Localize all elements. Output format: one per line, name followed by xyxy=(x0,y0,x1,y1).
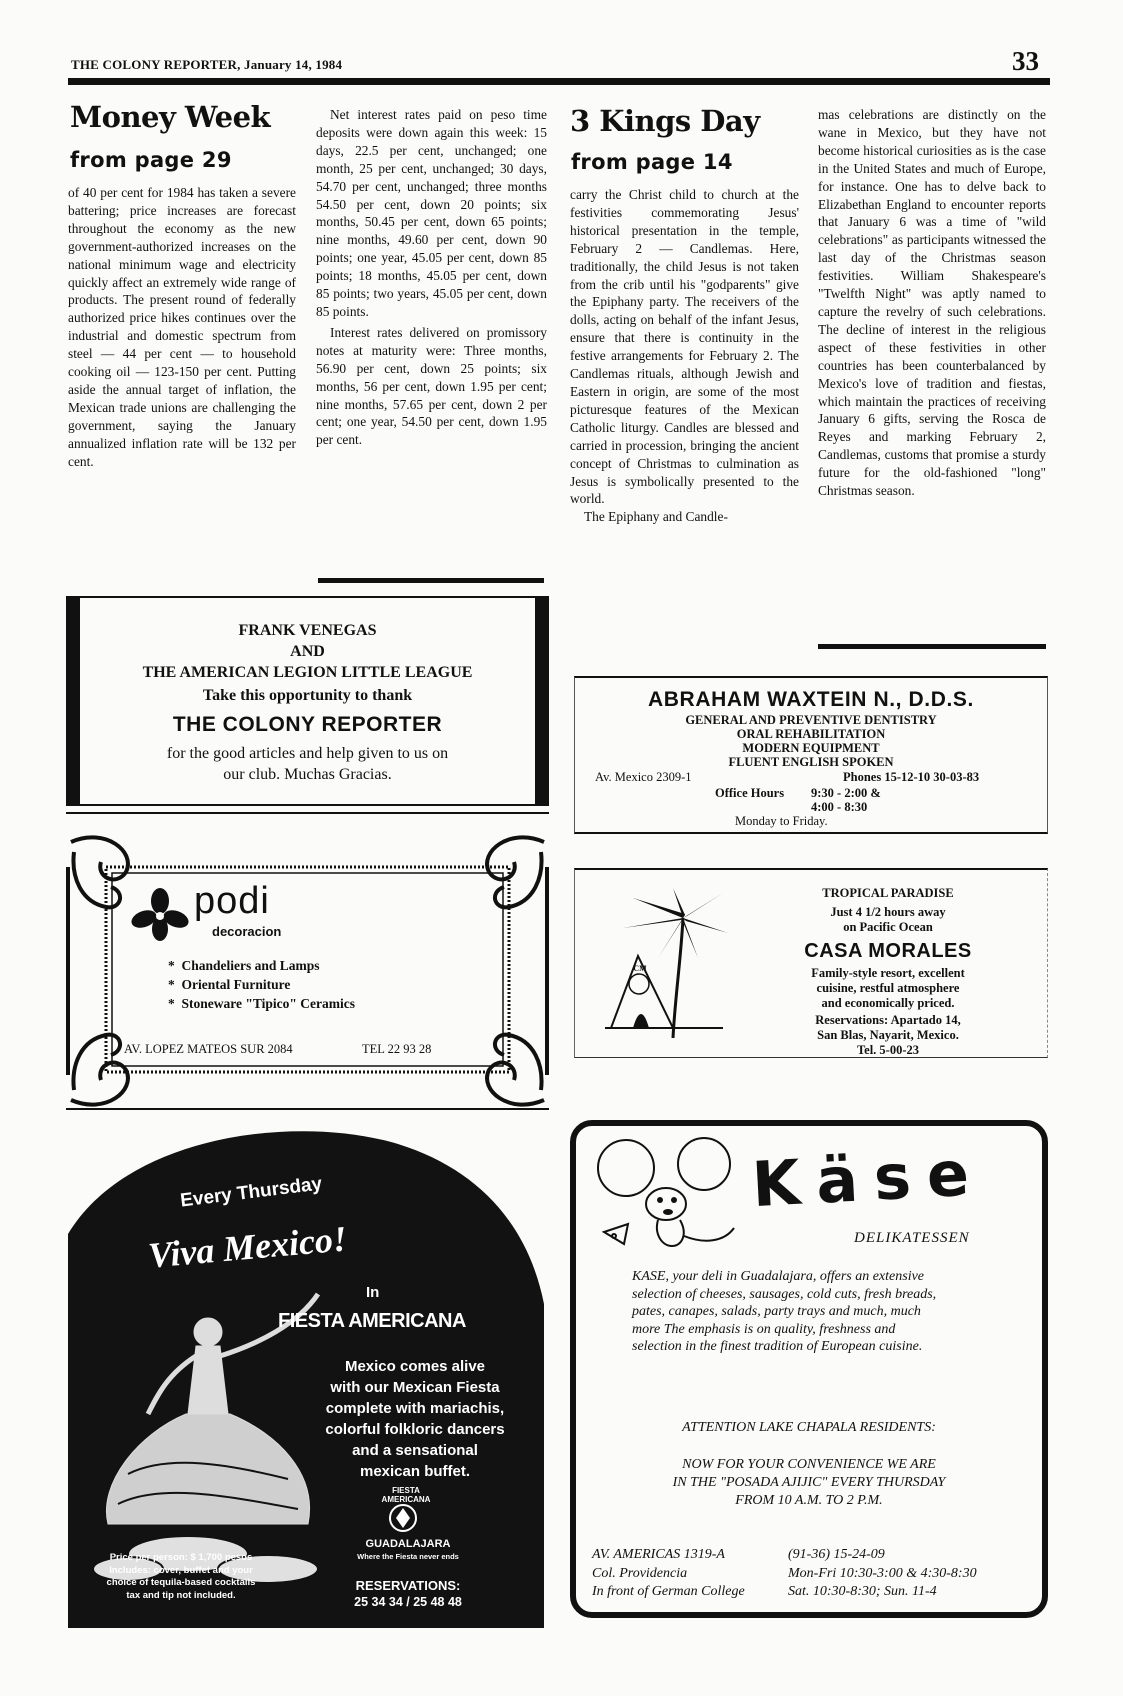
column-rule xyxy=(818,644,1046,649)
list-item: * Oriental Furniture xyxy=(168,977,291,992)
contact-line: Sat. 10:30-8:30; Sun. 11-4 xyxy=(788,1584,937,1599)
money-week-column-1 xyxy=(68,184,296,471)
ad-line: FRANK VENEGAS xyxy=(238,622,377,639)
podi-address: AV. LOPEZ MATEOS SUR 2084 xyxy=(124,1042,293,1056)
ad-line: for the good articles and help given to us on xyxy=(166,745,449,762)
paragraph: Interest rates delivered on promissory notes at maturity were: Three months, 56.90 per cent, down 25 points; six months, 56 per cent, down 1.95 per cent; nine months, 57.65 per cent, down 2 per cent; one year, 54.50 per cent, down 1.95 per cent. xyxy=(316,324,547,448)
casa-morales-name: CASA MORALES xyxy=(804,940,972,962)
conv-line: FROM 10 A.M. TO 2 P.M. xyxy=(735,1493,883,1508)
ad-line: cuisine, restful atmosphere xyxy=(816,981,960,995)
ad-line: our club. Muchas Gracias. xyxy=(223,766,392,783)
office-hours-2: 4:00 - 8:30 xyxy=(811,800,868,814)
office-days: Monday to Friday. xyxy=(735,814,828,828)
waxtein-ad xyxy=(574,676,1048,834)
ad-line: AND xyxy=(290,643,325,660)
list-item: * Stoneware "Tipico" Ceramics xyxy=(168,996,355,1011)
casa-logo-letters: CM xyxy=(633,964,647,973)
conv-line: IN THE "POSADA AJIJIC" EVERY THURSDAY xyxy=(672,1475,946,1490)
fiesta-logo-text: FIESTA AMERICANA xyxy=(381,1486,431,1504)
venegas-ad xyxy=(66,596,549,806)
fiesta-logo-tag: Where the Fiesta never ends xyxy=(357,1552,459,1561)
price-line: Price per person: $ 1,700 pesos xyxy=(109,1552,253,1563)
money-week-column-2 xyxy=(316,106,547,449)
reservations-phones: 25 34 34 / 25 48 48 xyxy=(354,1595,462,1609)
money-week-subhead: from page 29 xyxy=(70,148,232,172)
paragraph: carry the Christ child to church at the festivities commemorating Jesus' historical presentation in the temple, February 2 — Candlemas. Here, traditionally, the child Jesus is not taken from the crib until his "godparents" give the Epiphany party. The receivers of the dolls, acting on behalf of the infant Jesus, ensure that there is continuity in the festive arrangements for February 2. The Candlemas rituals, although Jewish and Eastern in origin, are some of the most picturesque features of the Mexican Catholic liturgy. Candles are blessed and carried in procession, bringing the ancient concept of Christmas to culmination as Jesus is symbolically presented to the world. xyxy=(570,187,799,507)
copy-line: colorful folkloric dancers xyxy=(325,1421,505,1438)
fiesta-logo-city: GUADALAJARA xyxy=(365,1538,451,1550)
kings-day-subhead: from page 14 xyxy=(571,150,733,174)
conv-line: NOW FOR YOUR CONVENIENCE WE ARE xyxy=(682,1457,936,1472)
flower-logo-icon xyxy=(130,887,190,947)
ad-line: MODERN EQUIPMENT xyxy=(742,741,880,755)
ad-line: and economically priced. xyxy=(821,996,955,1010)
copy-line: complete with mariachis, xyxy=(325,1400,505,1417)
ad-line: Reservations: Apartado 14, xyxy=(815,1013,961,1027)
dentist-phones: Phones 15-12-10 30-03-83 xyxy=(843,770,980,784)
podi-items xyxy=(168,956,355,1013)
price-line: choice of tequila-based cocktails xyxy=(106,1577,256,1588)
ad-highlight: THE COLONY REPORTER xyxy=(172,713,443,736)
page-number: 33 xyxy=(1012,46,1039,76)
fiesta-price xyxy=(70,1552,292,1602)
ad-line: on Pacific Ocean xyxy=(843,920,933,934)
publication-date: THE COLONY REPORTER, January 14, 1984 xyxy=(71,57,343,72)
office-hours-1: 9:30 - 2:00 & xyxy=(811,786,881,800)
office-hours-label: Office Hours xyxy=(715,786,785,800)
paragraph: mas celebrations are distinctly on the wane in Mexico, but they have not become historical curiosities as is the case in the United States and much of Europe, for instance. One has to delve back to Elizabethan England to encounter reports that January 6 was a time of "wild celebrations" as participants witnessed the last day of the Christmas season festivities. William Shakespeare's "Twelfth Night" was aptly named to capture the revelry of such celebrations. The decline of interest in the religious aspect of these festivities in other countries has been counterbalanced by Mexico's love of tradition and fiestas, which maintain the practices of receiving January 6 gifts, serving the Rosca de Reyes and marking February 2, Candlemas, customs that promise a sturdy future for the old-fashioned "long" Christmas season. xyxy=(818,107,1046,499)
desc-line: selection in the finest tradition of European cuisine. xyxy=(632,1339,923,1354)
kase-address xyxy=(592,1546,745,1602)
fiesta-americana-ad xyxy=(68,1124,544,1628)
price-line: tax and tip not included. xyxy=(126,1589,236,1601)
fiesta-americana-name: FIESTA AMERICANA xyxy=(278,1310,466,1332)
contact-line: Mon-Fri 10:30-3:00 & 4:30-8:30 xyxy=(788,1565,977,1581)
kings-day-column-1 xyxy=(570,186,799,526)
in-label: In xyxy=(366,1284,380,1301)
ad-line: San Blas, Nayarit, Mexico. xyxy=(817,1028,959,1042)
ad-line: THE AMERICAN LEGION LITTLE LEAGUE xyxy=(142,664,473,681)
kase-logo: Käse xyxy=(750,1135,987,1222)
paragraph: Net interest rates paid on peso time deposits were down again this week: 15 days, 22.5 per cent, unchanged; one month, 25 per cent, unchanged; 30 days, 54.70 per cent, unchanged; three months 54.50 per cent, down 20 points; six months, 50.45 per cent, down 65 points; nine months, 49.60 per cent, down 90 points; one year, 45.05 per cent, down 85 points; 18 months, 45.05 per cent, down 85 points; two years, 45.05 per cent, down 85 points. xyxy=(316,107,547,319)
ad-line: Tel. 5-00-23 xyxy=(856,1043,920,1057)
palm-tree-tepee-icon xyxy=(603,888,728,1038)
mouse-mascot-icon xyxy=(584,1132,744,1260)
kase-attention: ATTENTION LAKE CHAPALA RESIDENTS: xyxy=(682,1420,936,1435)
every-thursday: Every Thursday xyxy=(179,1173,324,1212)
dentist-address: Av. Mexico 2309-1 xyxy=(595,770,692,784)
ad-line: GENERAL AND PREVENTIVE DENTISTRY xyxy=(685,713,937,727)
kase-ad xyxy=(570,1120,1048,1618)
kase-description xyxy=(632,1268,1012,1356)
podi-ad xyxy=(66,832,549,1110)
copy-line: mexican buffet. xyxy=(359,1463,471,1480)
reservations-label: RESERVATIONS: xyxy=(355,1578,461,1593)
addr-line: Col. Providencia xyxy=(592,1565,688,1581)
podi-logo: podi xyxy=(194,880,270,922)
ad-line: ORAL REHABILITATION xyxy=(736,727,886,741)
contact-line: (91-36) 15-24-09 xyxy=(788,1547,885,1562)
podi-tel: TEL 22 93 28 xyxy=(362,1042,432,1056)
ad-divider xyxy=(66,812,549,814)
kase-contact xyxy=(788,1546,977,1602)
desc-line: more The emphasis is on quality, freshness and xyxy=(632,1321,896,1337)
dentist-name: ABRAHAM WAXTEIN N., D.D.S. xyxy=(648,688,974,711)
addr-line: In front of German College xyxy=(592,1584,745,1599)
desc-line: selection of cheeses, sausages, cold cuts, fresh breads, xyxy=(632,1286,937,1302)
copy-line: and a sensational xyxy=(352,1442,478,1459)
desc-line: KASE, your deli in Guadalajara, offers an extensive xyxy=(632,1269,925,1284)
fiesta-copy xyxy=(294,1356,536,1482)
paragraph: of 40 per cent for 1984 has taken a severe battering; price increases are forecast throughout the economy as the new government-authorized increases on the national minimum wage and electricity quickly affect an extremely wide range of products. The present round of federally authorized price hikes continues over the industrial and domestic spectrum from steel — 44 per cent — to household cooking oil — 123-150 per cent. Putting aside the annual target of inflation, the Mexican trade unions are challenging the government, saying the January annualized inflation rate will be 132 per cent. xyxy=(68,185,296,469)
price-line: Includes: cover, buffet and your xyxy=(109,1564,253,1576)
addr-line: AV. AMERICAS 1319-A xyxy=(592,1547,725,1562)
ad-kicker: TROPICAL PARADISE xyxy=(822,886,954,900)
column-rule xyxy=(318,578,544,583)
kase-convenience xyxy=(576,1456,1042,1510)
money-week-headline: Money Week xyxy=(70,100,271,134)
ad-line: Family-style resort, excellent xyxy=(811,966,965,980)
kings-day-column-2 xyxy=(818,106,1046,500)
desc-line: pates, canapes, salads, party trays and much, much xyxy=(632,1304,921,1319)
ad-line: Just 4 1/2 hours away xyxy=(830,905,946,919)
kase-subtitle: DELIKATESSEN xyxy=(854,1230,970,1246)
podi-logo-sub: decoracion xyxy=(212,924,282,939)
paragraph: The Epiphany and Candle- xyxy=(584,509,728,525)
copy-line: with our Mexican Fiesta xyxy=(330,1379,500,1396)
list-item: * Chandeliers and Lamps xyxy=(168,958,320,973)
kings-day-headline: 3 Kings Day xyxy=(570,104,760,138)
casa-morales-ad xyxy=(574,868,1048,1058)
copy-line: Mexico comes alive xyxy=(344,1358,486,1375)
ad-line: FLUENT ENGLISH SPOKEN xyxy=(728,755,894,769)
ad-line: Take this opportunity to thank xyxy=(202,687,413,704)
header-rule xyxy=(68,78,1050,85)
viva-mexico: Viva Mexico! xyxy=(146,1218,349,1276)
